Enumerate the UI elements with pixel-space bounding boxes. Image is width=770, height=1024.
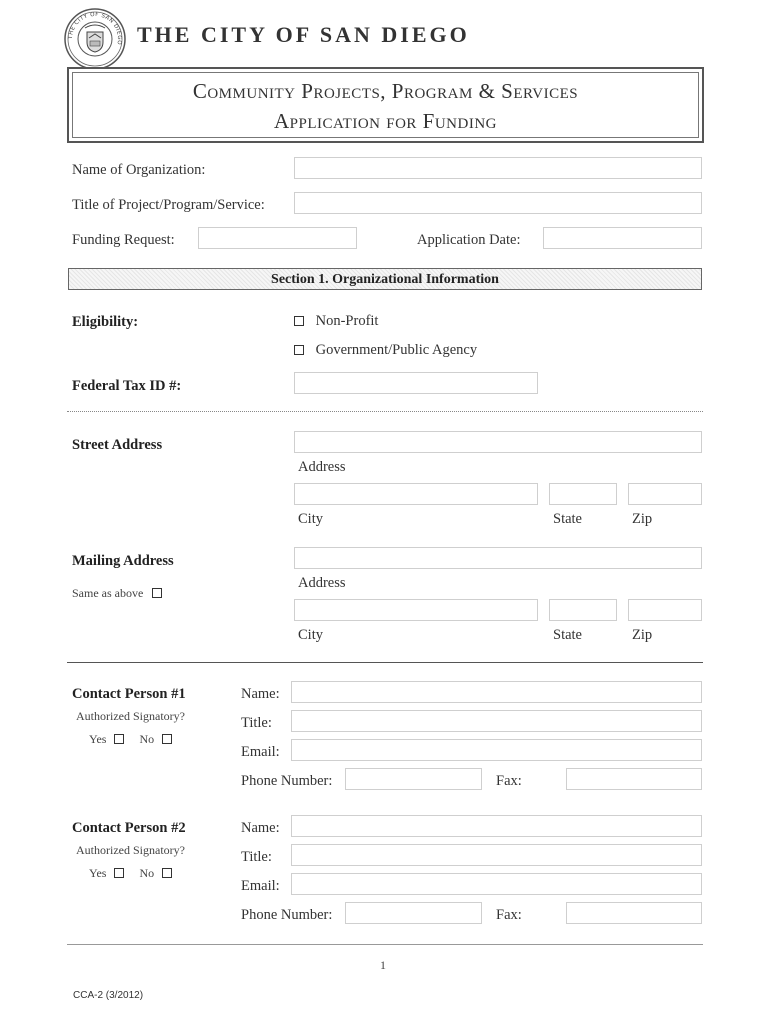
street-zip-input[interactable] [628,483,702,505]
contact2-phone-label: Phone Number: [241,907,333,923]
city-title: THE CITY OF SAN DIEGO [137,22,470,47]
contact1-no-checkbox[interactable] [162,734,172,744]
street-address-label: Street Address [72,437,163,453]
eligibility-nonprofit-option [294,313,378,330]
same-as-above-option [72,586,162,601]
contact2-signatory-options [89,866,172,881]
contact1-fax-label: Fax: [496,773,522,789]
project-title-input[interactable] [294,192,702,214]
mailing-city-caption: City [298,627,323,643]
same-as-above-checkbox[interactable] [152,588,162,598]
government-label: Government/Public Agency [315,342,478,358]
contact1-yes-checkbox[interactable] [114,734,124,744]
contact1-title-label: Title: [241,715,272,731]
nonprofit-label: Non-Profit [315,313,379,329]
contact1-phone-label: Phone Number: [241,773,333,789]
street-state-input[interactable] [549,483,617,505]
org-name-label: Name of Organization: [72,162,206,178]
city-seal-icon [64,8,126,70]
application-date-input[interactable] [543,227,702,249]
nonprofit-checkbox[interactable] [294,316,304,326]
contact2-title-label: Title: [241,849,272,865]
contact1-no-label: No [139,732,155,746]
divider [67,662,703,663]
contact1-signatory-options [89,732,172,747]
contact2-email-label: Email: [241,878,280,894]
mailing-state-input[interactable] [549,599,617,621]
svg-text:THE CITY OF SAN DIEGO: THE CITY OF SAN DIEGO [67,11,123,46]
form-title-line1: Community Projects, Program & Services [192,79,579,103]
section-1-title: Section 1. Organizational Information [271,272,499,287]
org-name-input[interactable] [294,157,702,179]
street-city-input[interactable] [294,483,538,505]
page-number: 1 [380,958,386,972]
contact2-name-input[interactable] [291,815,702,837]
section-1-header [68,268,702,290]
divider [67,411,703,412]
divider [67,944,703,945]
mailing-address-input[interactable] [294,547,702,569]
project-title-label: Title of Project/Program/Service: [72,197,265,213]
federal-tax-input[interactable] [294,372,538,394]
contact2-no-checkbox[interactable] [162,868,172,878]
contact1-phone-input[interactable] [345,768,482,790]
mailing-state-caption: State [553,627,582,643]
contact1-yes-label: Yes [89,732,107,746]
mailing-address-label: Mailing Address [72,553,174,569]
mailing-zip-caption: Zip [632,627,653,643]
contact2-phone-input[interactable] [345,902,482,924]
contact2-fax-input[interactable] [566,902,702,924]
contact2-heading: Contact Person #2 [72,820,186,836]
funding-request-label: Funding Request: [72,232,175,248]
mailing-city-input[interactable] [294,599,538,621]
mailing-zip-input[interactable] [628,599,702,621]
contact1-heading: Contact Person #1 [72,686,186,702]
street-address-input[interactable] [294,431,702,453]
contact2-name-label: Name: [241,820,280,836]
contact2-fax-label: Fax: [496,907,522,923]
same-as-above-label: Same as above [72,586,144,600]
contact1-fax-input[interactable] [566,768,702,790]
form-code: CCA-2 (3/2012) [73,990,144,1001]
contact2-yes-checkbox[interactable] [114,868,124,878]
funding-request-input[interactable] [198,227,357,249]
application-date-label: Application Date: [417,232,521,248]
contact1-name-label: Name: [241,686,280,702]
eligibility-government-option [294,342,477,359]
contact2-no-label: No [139,866,155,880]
federal-tax-label: Federal Tax ID #: [72,378,182,394]
street-address-caption: Address [298,459,346,475]
contact1-title-input[interactable] [291,710,702,732]
contact1-email-input[interactable] [291,739,702,761]
contact2-yes-label: Yes [89,866,107,880]
contact2-authorized-label: Authorized Signatory? [76,843,185,857]
street-zip-caption: Zip [632,511,653,527]
form-title-line2: Application for Funding [273,109,498,133]
contact2-title-input[interactable] [291,844,702,866]
contact1-name-input[interactable] [291,681,702,703]
street-city-caption: City [298,511,323,527]
street-state-caption: State [553,511,582,527]
contact1-authorized-label: Authorized Signatory? [76,709,185,723]
contact2-email-input[interactable] [291,873,702,895]
contact1-email-label: Email: [241,744,280,760]
eligibility-label: Eligibility: [72,314,139,330]
government-checkbox[interactable] [294,345,304,355]
form-title-box [67,67,704,143]
mailing-address-caption: Address [298,575,346,591]
